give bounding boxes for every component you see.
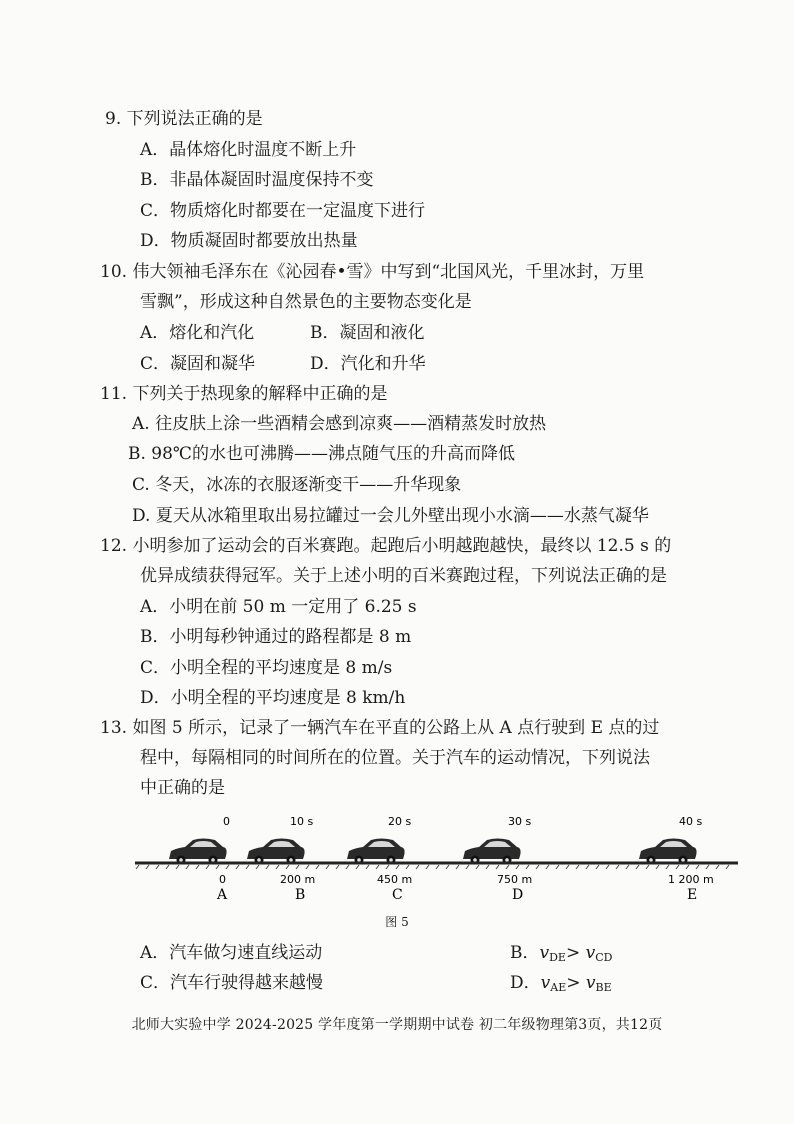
distance-label-4: 1 200 m xyxy=(668,873,714,886)
road-hatch xyxy=(136,865,729,869)
velocity-symbol: v xyxy=(540,973,551,993)
q11-option-c: C. 冬天，冰冻的衣服逐渐变干——升华现象 xyxy=(132,475,462,495)
point-label-d: D xyxy=(512,887,524,903)
relation-symbol: > xyxy=(566,973,586,993)
q13-text-1: 如图 5 所示，记录了一辆汽车在平直的公路上从 A 点行驶到 E 点的过 xyxy=(132,718,660,738)
q11-number: 11. xyxy=(100,384,128,404)
time-label-2: 20 s xyxy=(388,815,412,828)
q12-option-b: B．小明每秒钟通过的路程都是 8 m xyxy=(140,627,412,647)
time-label-3: 30 s xyxy=(508,815,532,828)
q10-stem-line2: 雪飘”，形成这种自然景色的主要物态变化是 xyxy=(140,292,472,312)
q12-text-1: 小明参加了运动会的百米赛跑。起跑后小明越跑越快，最终以 12.5 s 的 xyxy=(132,536,672,556)
q10-option-c: C．凝固和凝华 xyxy=(140,354,256,374)
car-icon xyxy=(463,839,521,865)
q11-option-a: A. 往皮肤上涂一些酒精会感到凉爽——酒精蒸发时放热 xyxy=(132,414,547,434)
q9-option-c: C．物质熔化时都要在一定温度下进行 xyxy=(140,201,426,221)
velocity-subscript: CD xyxy=(595,951,613,964)
q13-option-b xyxy=(510,942,612,969)
time-label-1: 10 s xyxy=(290,815,314,828)
velocity-subscript: BE xyxy=(595,981,612,994)
relation-symbol: > xyxy=(565,943,586,963)
q13-option-d-prefix: D． xyxy=(510,973,541,993)
q10-number: 10. xyxy=(100,262,128,282)
q13-stem-line2: 程中，每隔相同的时间所在的位置。关于汽车的运动情况，下列说法 xyxy=(140,748,650,768)
point-label-a: A xyxy=(217,887,228,903)
velocity-subscript: AE xyxy=(550,981,567,994)
q9-option-d: D．物质凝固时都要放出热量 xyxy=(140,231,358,251)
q10-option-a: A．熔化和汽化 xyxy=(140,323,255,343)
q13-stem-line1 xyxy=(100,717,659,739)
q10-text-1: 伟大领袖毛泽东在《沁园春•雪》中写到“北国风光，千里冰封，万里 xyxy=(132,262,645,282)
q12-option-d: D．小明全程的平均速度是 8 km/h xyxy=(140,688,406,708)
q11-text: 下列关于热现象的解释中正确的是 xyxy=(132,384,388,404)
q13-option-a: A．汽车做匀速直线运动 xyxy=(140,943,323,963)
q10-stem-line1 xyxy=(100,261,644,283)
q9-stem xyxy=(105,108,263,130)
q12-option-a: A．小明在前 50 m 一定用了 6.25 s xyxy=(140,597,417,617)
velocity-subscript: DE xyxy=(549,951,566,964)
q9-option-b: B．非晶体凝固时温度保持不变 xyxy=(140,170,374,190)
q10-option-b: B．凝固和液化 xyxy=(310,323,425,343)
q10-option-d: D．汽化和升华 xyxy=(310,354,426,374)
car-icon xyxy=(169,839,227,865)
point-label-e: E xyxy=(687,887,698,903)
q13-stem-line3: 中正确的是 xyxy=(140,778,225,798)
distance-label-3: 750 m xyxy=(497,873,533,886)
point-label-b: B xyxy=(295,887,306,903)
velocity-symbol: v xyxy=(585,973,596,993)
q13-number: 13. xyxy=(100,718,128,738)
q9-number: 9. xyxy=(105,109,122,129)
distance-label-2: 450 m xyxy=(377,873,413,886)
q9-option-a: A．晶体熔化时温度不断上升 xyxy=(140,140,357,160)
figure-caption: 图 5 xyxy=(385,915,409,929)
velocity-symbol: v xyxy=(585,943,596,963)
car-motion-figure xyxy=(135,810,740,920)
velocity-symbol: v xyxy=(539,943,550,963)
q12-number: 12. xyxy=(100,536,128,556)
q13-option-c: C．汽车行驶得越来越慢 xyxy=(140,973,324,993)
q12-option-c: C．小明全程的平均速度是 8 m/s xyxy=(140,658,393,678)
distance-label-1: 200 m xyxy=(280,873,316,886)
q13-option-d xyxy=(510,972,612,999)
q9-text: 下列说法正确的是 xyxy=(126,109,263,129)
car-icon xyxy=(247,839,305,865)
q12-stem-line1 xyxy=(100,535,671,557)
page-footer: 北师大实验中学 2024-2025 学年度第一学期期中试卷 初二年级物理第3页，共12页 xyxy=(131,1017,663,1033)
time-label-0: 0 xyxy=(223,815,230,828)
car-icon xyxy=(347,839,405,865)
point-label-c: C xyxy=(392,887,403,903)
q11-stem xyxy=(100,383,387,405)
q12-stem-line2: 优异成绩获得冠军。关于上述小明的百米赛跑过程，下列说法正确的是 xyxy=(140,566,667,586)
q11-option-b: B. 98℃的水也可沸腾——沸点随气压的升高而降低 xyxy=(128,444,515,464)
distance-label-0: 0 xyxy=(219,873,226,886)
q13-option-b-prefix: B． xyxy=(510,943,540,963)
time-label-4: 40 s xyxy=(679,815,703,828)
car-icon xyxy=(639,839,697,865)
q11-option-d: D. 夏天从冰箱里取出易拉罐过一会儿外壁出现小水滴——水蒸气凝华 xyxy=(132,506,649,526)
